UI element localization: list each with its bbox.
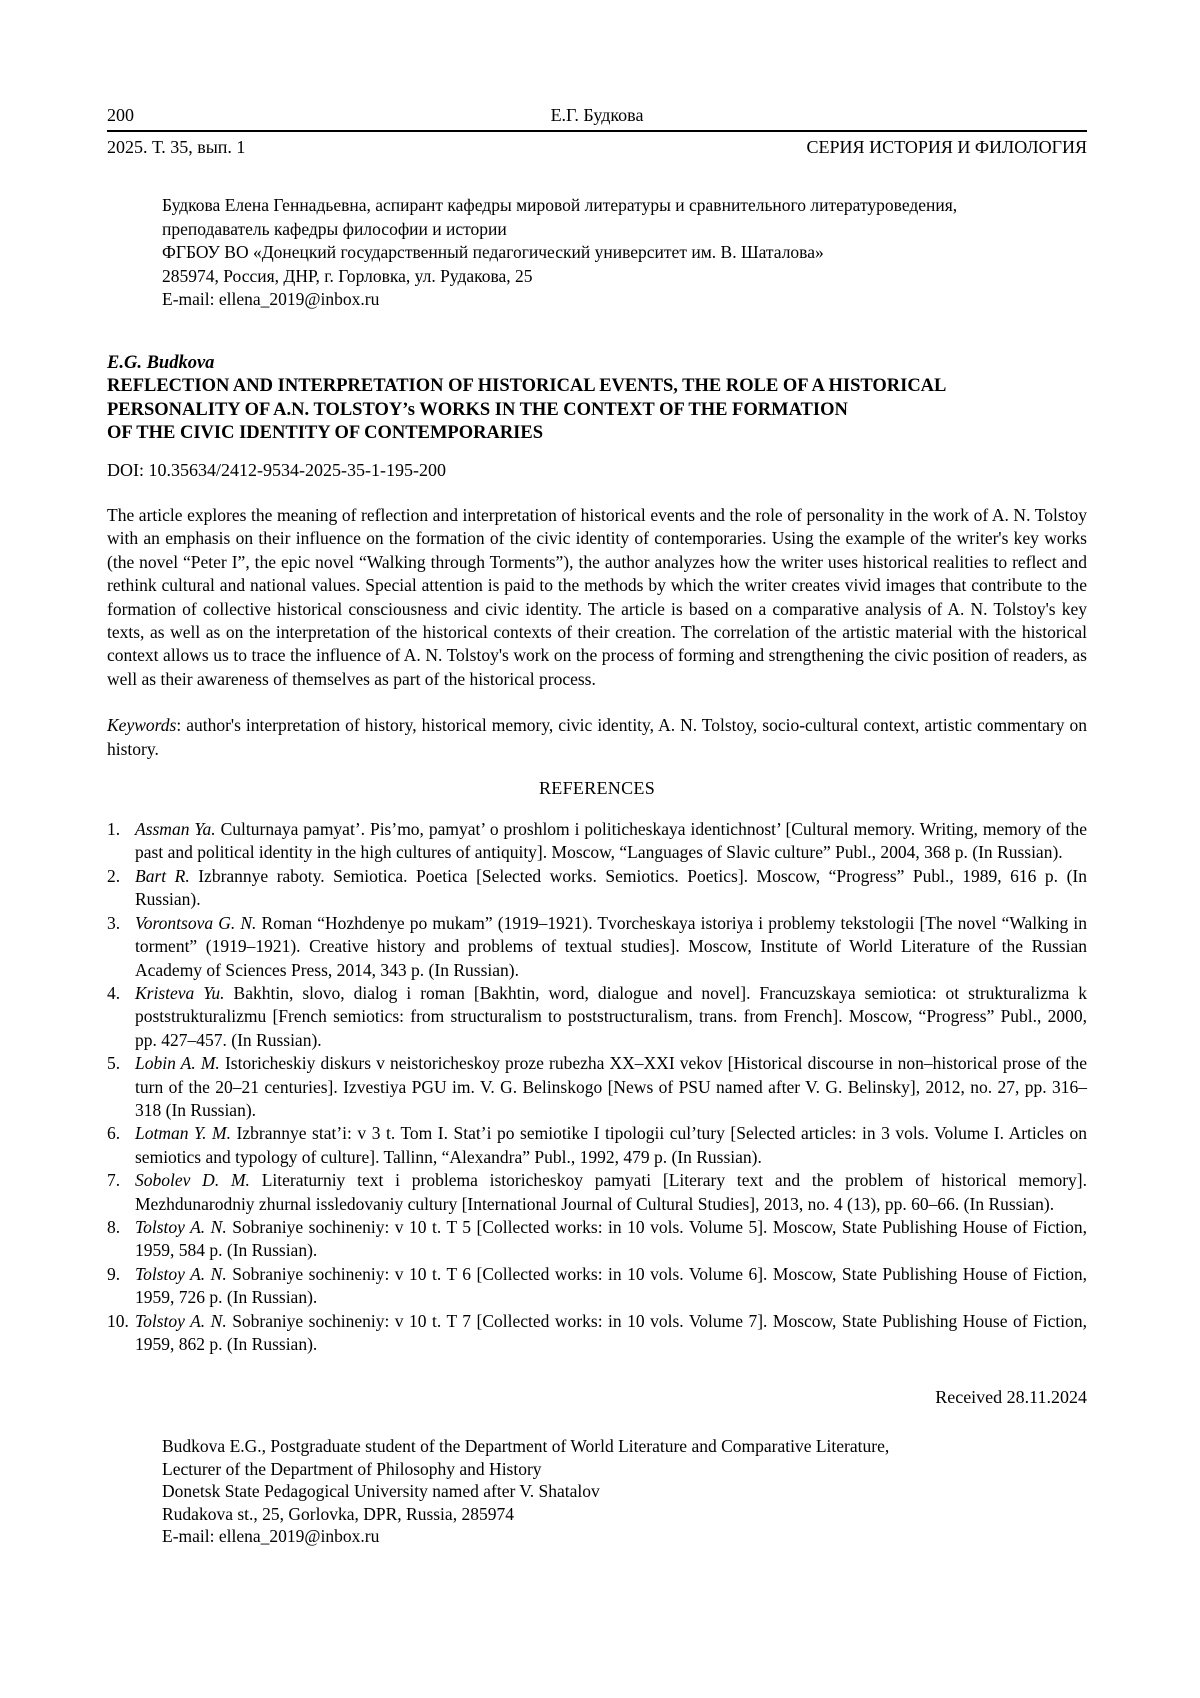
reference-body-text: Literaturniy text i problema istoricheskoy pamyati [Literary text and the problem of historical memory]. Mezhdunarodniy zhurnal issledovaniy cultury [International Journal of Cultural Studies], 2013, no. 4 (13), pp. 60–66. (In Russian). [135,1170,1087,1214]
author-info-line: Будкова Елена Геннадьевна, аспирант кафедры мировой литературы и сравнительного литературоведения, [162,195,958,215]
received-date: Received 28.11.2024 [935,1387,1087,1408]
author-footer-line: Donetsk State Pedagogical University named after V. Shatalov [162,1481,600,1502]
reference-item [107,865,1087,912]
title-block [107,352,1087,446]
reference-item [107,982,1087,1052]
reference-item [107,912,1087,982]
reference-body-text: Roman “Hozhdenye po mukam” (1919–1921). Tvorcheskaya istoriya i problemy tekstologii [The novel “Walking in torment” (1919–1921). Creative history and problems of textual studies]. Moscow, Institute of World Literature of the Russian Academy of Sciences Press, 2014, 343 p. (In Russian). [135,912,1087,980]
reference-text [135,1169,1087,1216]
keywords-text: : author's interpretation of history, historical memory, civic identity, A. N. Tolstoy, socio-cultural context, artistic commentary on history. [107,715,1087,759]
references-list [107,818,1087,1356]
reference-item [107,1263,1087,1310]
article-title-line: OF THE CIVIC IDENTITY OF CONTEMPORARIES [107,423,544,443]
reference-number: 3. [107,912,121,933]
page-header [107,104,1087,158]
reference-body-text: Sobraniye sochineniy: v 10 t. T 7 [Collected works: in 10 vols. Volume 7]. Moscow, State Publishing House of Fiction, 1959, 862 p. (In Russian). [135,1310,1087,1354]
reference-item [107,1169,1087,1216]
issue-row [107,136,1087,158]
reference-author: Tolstoy A. N. [135,1263,227,1284]
reference-number: 10. [107,1310,129,1331]
reference-item [107,1052,1087,1122]
reference-item [107,1122,1087,1169]
reference-number: 1. [107,819,121,840]
page-number: 200 [107,105,134,125]
reference-number: 4. [107,982,121,1003]
reference-author: Tolstoy A. N. [135,1216,227,1237]
running-head-row [107,104,1087,132]
article-title [107,375,1087,446]
reference-number: 6. [107,1123,121,1144]
reference-author: Sobolev D. M. [135,1170,250,1191]
author-footer-line: E-mail: ellena_2019@inbox.ru [162,1526,380,1547]
reference-item [107,1310,1087,1357]
reference-body-text: Istoricheskiy diskurs v neistoricheskoy proze rubezha XX–XXI vekov [Historical discourse in non–historical prose of the turn of the 20–21 centuries]. Izvestiya PGU im. V. G. Belinskogo [News of PSU named after V. G. Belinsky], 2012, no. 27, pp. 316–318 (In Russian). [135,1053,1087,1120]
author-footer-line: Rudakova st., 25, Gorlovka, DPR, Russia, 285974 [162,1503,514,1524]
reference-body-text: Izbrannye raboty. Semiotica. Poetica [Selected works. Semiotics. Poetics]. Moscow, “Progress” Publ., 1989, 616 p. (In Russian). [135,865,1087,910]
reference-body-text: Bakhtin, slovo, dialog i roman [Bakhtin, word, dialogue and novel]. Francuzskaya semiotica: ot strukturalizma k poststrukturalizmu [French semiotics: from structuralism to poststructuralism, trans. from French]. Moscow, “Progress” Publ., 2000, pp. 427–457. (In Russian). [135,982,1087,1050]
author-info-line: 285974, Россия, ДНР, г. Горловка, ул. Рудакова, 25 [162,265,533,286]
reference-number: 9. [107,1263,121,1284]
abstract: The article explores the meaning of reflection and interpretation of historical events and the role of personality in the work of A. N. Tolstoy with an emphasis on their influence on the formation of the civic identity of contemporaries. Using the example of the writer's key works (the novel “Peter I”, the epic novel “Walking through Torments”), the author analyzes how the writer uses historical realities to reflect and rethink cultural and national values. Special attention is paid to the methods by which the writer creates vivid images that contribute to the formation of collective historical consciousness and civic identity. The article is based on a comparative analysis of A. N. Tolstoy's key texts, as well as on the interpretation of the historical contexts of their creation. The correlation of the artistic material with the historical context allows us to trace the influence of A. N. Tolstoy's work on the process of forming and strengthening the civic position of readers, as well as their awareness of themselves as part of the historical process. [107,505,1087,689]
reference-author: Lotman Y. M. [135,1123,232,1144]
series-title: СЕРИЯ ИСТОРИЯ И ФИЛОЛОГИЯ [806,137,1087,157]
reference-body-text: Culturnaya pamyat’. Pis’mo, pamyat’ o proshlom i politicheskaya identichnost’ [Cultural memory. Writing, memory of the past and political identity in the high cultures of antiquity]. Moscow, “Languages of Slavic culture” Publ., 2004, 368 p. (In Russian). [135,819,1088,863]
author-info-russian [162,194,1087,312]
reference-author: Tolstoy A. N. [135,1310,227,1331]
reference-text [135,818,1087,865]
keywords [107,714,1087,761]
author-footer-line: Lecturer of the Department of Philosophy and History [162,1458,542,1479]
reference-item [107,818,1087,865]
author-info-line: преподаватель кафедры философии и истории [162,218,507,239]
article-title-line: PERSONALITY OF A.N. TOLSTOY’s WORKS IN THE CONTEXT OF THE FORMATION [107,399,848,420]
article-author: E.G. Budkova [107,352,215,373]
reference-text [135,1263,1087,1310]
reference-author: Kristeva Yu. [135,982,225,1003]
reference-author: Lobin A. M. [135,1053,220,1074]
reference-author: Vorontsova G. N. [135,912,257,933]
reference-body-text: Sobraniye sochineniy: v 10 t. T 5 [Collected works: in 10 vols. Volume 5]. Moscow, State Publishing House of Fiction, 1959, 584 p. (In Russian). [135,1216,1087,1261]
author-footer-line: Budkova E.G., Postgraduate student of the Department of World Literature and Comparative Literature, [162,1436,890,1457]
author-info-line: E-mail: ellena_2019@inbox.ru [162,289,380,309]
reference-body-text: Izbrannye stat’i: v 3 t. Tom I. Stat’i po semiotike I tipologii cul’tury [Selected articles: in 3 vols. Volume I. Articles on semiotics and typology of culture]. Tallinn, “Alexandra” Publ., 1992, 479 p. (In Russian). [135,1123,1087,1167]
keywords-label: Keywords [107,715,177,736]
reference-number: 8. [107,1216,121,1237]
references-heading: REFERENCES [538,778,656,799]
reference-number: 5. [107,1053,121,1074]
article-title-line: REFLECTION AND INTERPRETATION OF HISTORICAL EVENTS, THE ROLE OF A HISTORICAL [107,376,947,396]
reference-text [135,1310,1087,1357]
reference-text [135,1216,1087,1263]
reference-body-text: Sobraniye sochineniy: v 10 t. T 6 [Collected works: in 10 vols. Volume 6]. Moscow, State Publishing House of Fiction, 1959, 726 p. (In Russian). [135,1263,1087,1308]
reference-number: 2. [107,865,121,886]
reference-text [135,1052,1087,1122]
reference-number: 7. [107,1170,121,1191]
reference-author: Assman Ya. [135,819,216,840]
doi: DOI: 10.35634/2412-9534-2025-35-1-195-200 [107,459,446,480]
reference-text [135,912,1087,982]
reference-text [135,865,1087,912]
author-info-line: ФГБОУ ВО «Донецкий государственный педагогический университет им. В. Шаталова» [162,242,824,262]
issue-info: 2025. Т. 35, вып. 1 [107,137,246,157]
reference-item [107,1216,1087,1263]
author-info-english [162,1435,1087,1548]
reference-text [135,1122,1087,1169]
running-title: Е.Г. Будкова [550,105,644,125]
reference-text [135,982,1087,1052]
reference-author: Bart R. [135,865,190,886]
